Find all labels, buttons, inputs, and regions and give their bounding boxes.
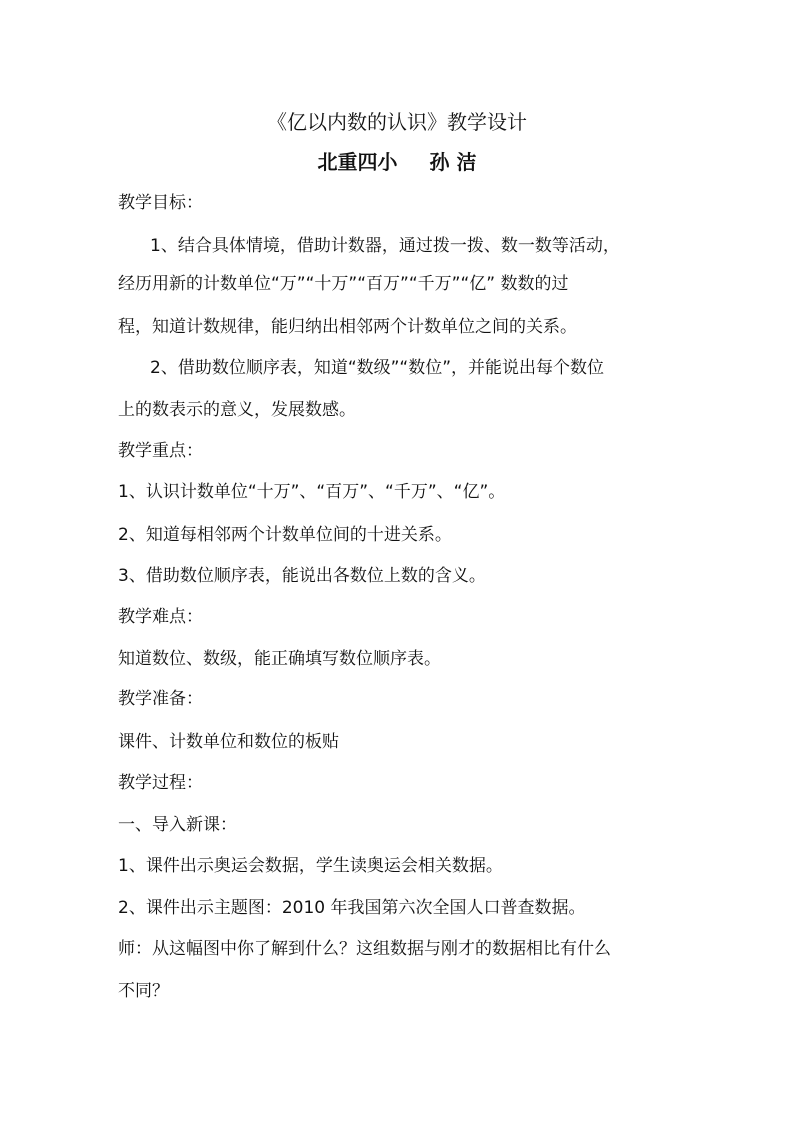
difficulty-1: 知道数位、数级，能正确填写数位顺序表。	[118, 649, 441, 669]
author-name: 孙 洁	[429, 150, 477, 174]
teacher-question-line-2: 不同？	[118, 981, 169, 1001]
objective-1-line-2: 经历用新的计数单位“万”“十万”“百万”“千万”“亿” 数数的过	[118, 274, 569, 294]
process-heading: 教学过程：	[118, 773, 203, 793]
key-points-heading: 教学重点：	[118, 441, 203, 461]
objective-1-line-1: 1、结合具体情境，借助计数器，通过拨一拨、数一数等活动，	[150, 236, 620, 256]
objective-1-line-3: 程，知道计数规律，能归纳出相邻两个计数单位之间的关系。	[118, 317, 577, 337]
process-part-1: 一、导入新课：	[118, 815, 237, 835]
key-point-3: 3、借助数位顺序表，能说出各数位上数的含义。	[118, 566, 486, 586]
author-line	[0, 146, 794, 175]
document-title: 《亿以内数的认识》教学设计	[267, 110, 527, 134]
objective-2-line-1: 2、借助数位顺序表，知道“数级”“数位”，并能说出每个数位	[150, 358, 605, 378]
preparation-1: 课件、计数单位和数位的板贴	[118, 732, 339, 752]
key-point-2: 2、知道每相邻两个计数单位间的十进关系。	[118, 525, 452, 545]
preparation-heading: 教学准备：	[118, 689, 203, 709]
key-point-1: 1、认识计数单位“十万”、“百万”、“千万”、“亿”。	[118, 482, 506, 502]
teacher-question-line-1: 师：从这幅图中你了解到什么？这组数据与刚才的数据相比有什么	[118, 939, 611, 959]
school-name: 北重四小	[317, 150, 398, 174]
process-step-2: 2、课件出示主题图：2010 年我国第六次全国人口普查数据。	[118, 898, 586, 918]
difficulties-heading: 教学难点：	[118, 607, 203, 627]
objectives-heading: 教学目标：	[118, 193, 203, 213]
objective-2-line-2: 上的数表示的意义，发展数感。	[118, 400, 356, 420]
process-step-1: 1、课件出示奥运会数据，学生读奥运会相关数据。	[118, 856, 503, 876]
